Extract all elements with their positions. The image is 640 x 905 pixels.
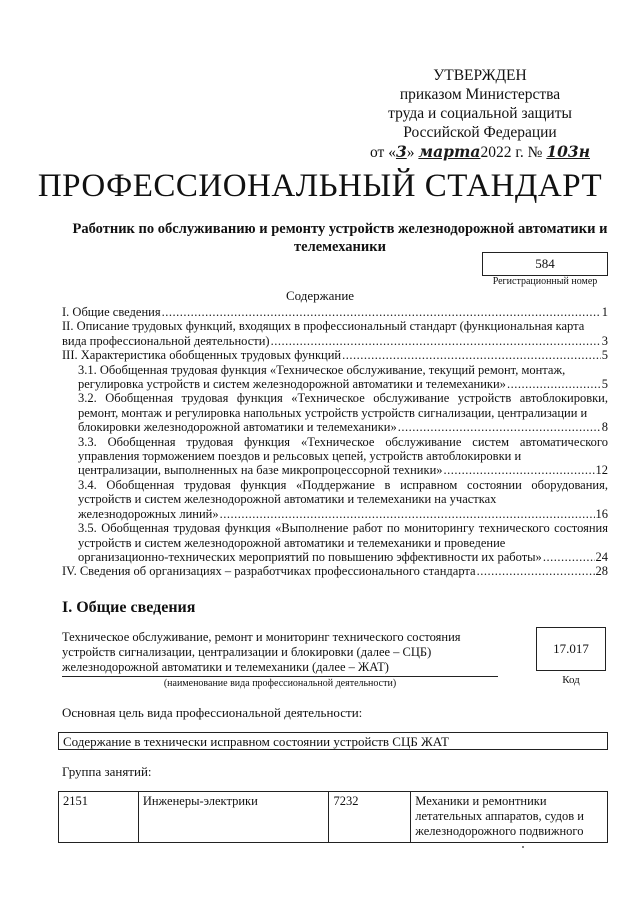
toc-leader-dots [477,564,595,578]
approval-line-4: Российской Федерации [403,124,557,141]
toc-item-label: централизации, выполненных на базе микропроцессорной техники» [78,463,443,478]
toc-item-text: 3.1. Обобщенная трудовая функция «Техническое обслуживание, текущий ремонт, монтаж, [78,362,566,377]
occupation-group-label: Группа занятий: [62,764,152,779]
toc-item-last-line [62,305,608,319]
occupation-group-table [58,791,608,843]
toc-item [62,305,608,319]
toc-item-text: 3.4. Обобщенная трудовая функция «Поддержание в исправном состоянии оборудования, устройств и систем железнодорожной автоматики и телемеханики на участках [78,477,608,507]
occupation-name-cell: Механики и ремонтники летательных аппаратов, судов и железнодорожного подвижного [411,792,608,843]
toc-leader-dots [342,348,601,362]
toc-item-last-line [78,420,608,434]
activity-name: Техническое обслуживание, ремонт и мониторинг технического состояния устройств сигнализации, централизации и блокировки (далее – СЦБ) железнодорожной автоматики и телемеханики (далее – ЖАТ) [62,630,461,674]
handwritten-order-number: 103н [546,142,590,161]
toc-item-text: 3.3. Обобщенная трудовая функция «Техническое обслуживание систем автоматического управления торможением поездов и рельсовых цепей, устройств автоблокировки и [78,434,608,464]
goal-box: Содержание в технически исправном состоянии устройств СЦБ ЖАТ [58,732,608,750]
toc-item-text: 3.2. Обобщенная трудовая функция «Техническое обслуживание устройств автоблокировки, ремонт, монтаж и регулировка напольных устройств устройств сигнализации, централизации и [78,391,608,420]
toc-page-number: 5 [601,348,608,363]
toc-item-text: II. Описание трудовых функций, входящих в профессиональный стандарт (функциональная карта [62,319,585,334]
toc-leader-dots [220,507,595,521]
toc-leader-dots [398,420,601,434]
toc-item-label: железнодорожных линий» [78,506,219,521]
date-day-suffix: » [406,144,415,161]
toc-leader-dots [507,377,601,391]
date-year: 2022 г. № [480,144,543,161]
toc-item-last-line [62,334,608,348]
goal-label: Основная цель вида профессиональной деятельности: [62,705,363,720]
toc-item-label: блокировки железнодорожной автоматики и телемеханики» [78,420,397,435]
scan-speck [522,846,524,848]
toc-item-last-line [78,463,608,477]
handwritten-month: марта [418,142,481,161]
approval-line-1: УТВЕРЖДЕН [433,67,527,84]
standard-name: Работник по обслуживанию и ремонту устройств железнодорожной автоматики и телемеханики [72,221,608,255]
toc-leader-dots [162,305,601,319]
activity-underline [62,676,498,677]
toc-page-number: 3 [601,333,608,348]
toc-item-last-line [78,550,608,564]
toc-page-number: 24 [595,549,608,564]
toc-item-last-line [62,564,608,578]
toc-item [62,319,608,348]
toc-item-label: I. Общие сведения [62,305,161,319]
registration-number-box: 584 [482,252,608,276]
approval-block [360,66,600,162]
toc-item-label: регулировка устройств и систем железнодорожной автоматики и телемеханики» [78,377,506,392]
occupation-name-cell: Инженеры-электрики [138,792,329,843]
handwritten-day: 3 [395,142,407,161]
approval-line-3: труда и социальной защиты [388,105,572,122]
toc-item [62,478,608,521]
toc-item-label: III. Характеристика обобщенных трудовых функций [62,348,342,363]
occupation-code-cell: 7232 [329,792,411,843]
toc-page-number: 8 [601,420,608,435]
table-row [59,792,608,843]
toc-item [62,521,608,564]
toc-page-number: 16 [595,506,608,521]
toc-leader-dots [543,550,595,564]
toc-heading: Содержание [285,288,355,303]
toc-page-number: 1 [601,305,608,319]
occupation-code-cell: 2151 [59,792,139,843]
toc-item-label: IV. Сведения об организациях – разработчиках профессионального стандарта [62,564,476,579]
registration-number-label: Регистрационный номер [492,276,598,287]
toc-item-text: 3.5. Обобщенная трудовая функция «Выполнение работ по мониторингу технического состояния устройств и систем железнодорожной автоматики и телемеханики и проведение [78,521,608,550]
document-title: ПРОФЕССИОНАЛЬНЫЙ СТАНДАРТ [37,168,603,204]
activity-code-label: Код [562,674,580,686]
toc-item [62,348,608,362]
approval-date-line [360,142,600,162]
table-of-contents [62,305,608,579]
activity-code-box: 17.017 [536,627,606,671]
approval-line-2: приказом Министерства [399,86,561,103]
toc-page-number: 5 [601,377,608,392]
toc-item [62,363,608,392]
toc-item-label: вида профессиональной деятельности) [62,333,270,348]
toc-page-number: 28 [595,564,608,579]
toc-leader-dots [271,334,601,348]
toc-item-last-line [62,348,608,362]
toc-item-last-line [78,377,608,391]
section-heading: I. Общие сведения [62,599,196,616]
toc-page-number: 12 [595,463,608,478]
toc-item [62,435,608,478]
toc-item [62,564,608,578]
toc-item [62,391,608,434]
toc-item-last-line [78,507,608,521]
date-prefix: от « [370,144,396,161]
activity-caption: (наименование вида профессиональной деятельности) [163,678,397,689]
toc-item-label: организационно-технических мероприятий по повышению эффективности их работы» [78,549,542,564]
toc-leader-dots [444,463,595,477]
